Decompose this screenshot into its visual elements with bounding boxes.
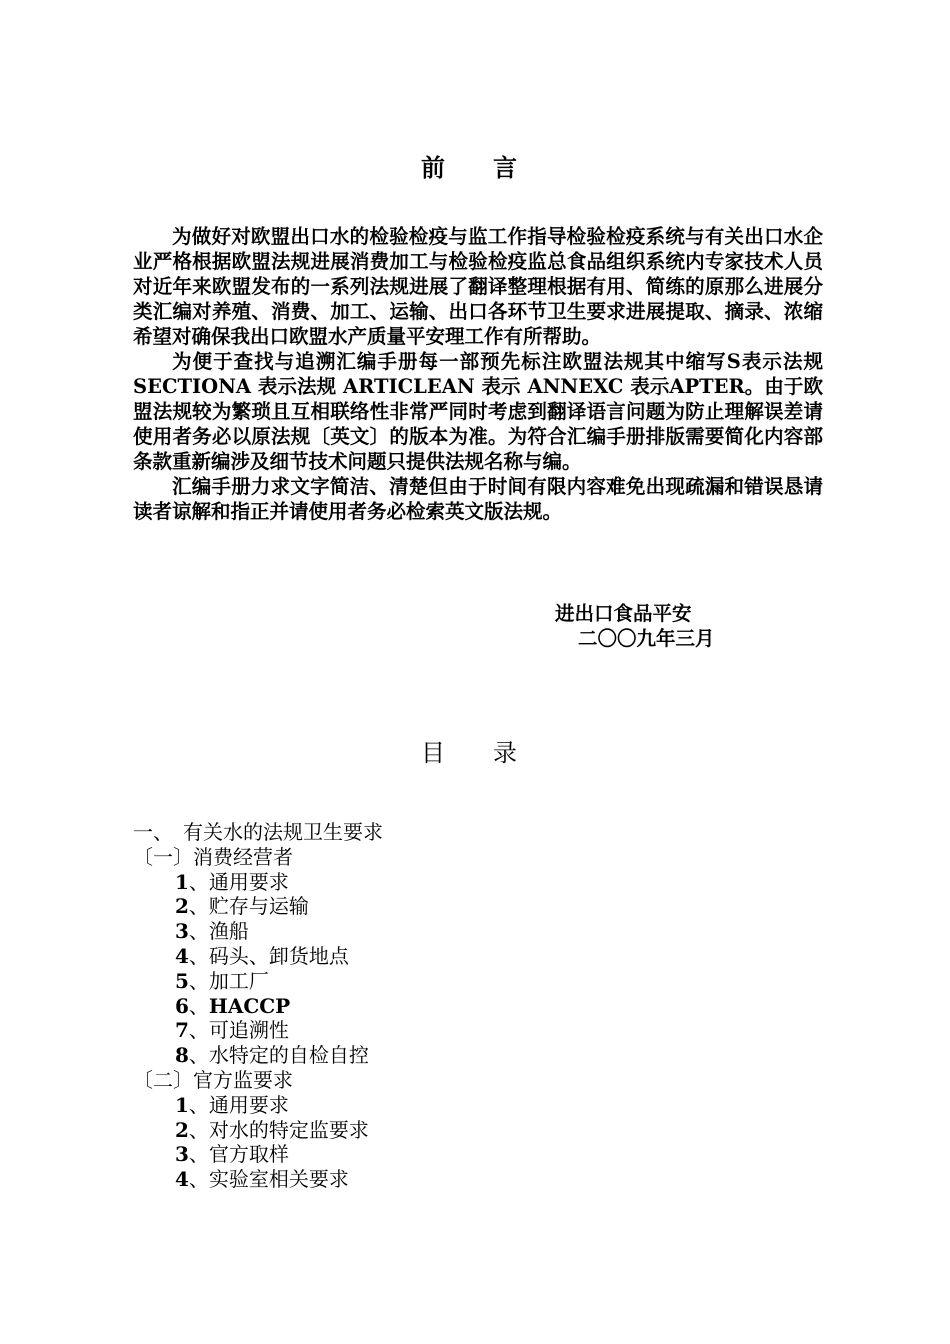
- toc-item[interactable]: [133, 1142, 383, 1167]
- toc-item-separator: 、: [188, 968, 209, 993]
- toc-item-number: 3: [175, 919, 189, 944]
- toc-item-label: 通用要求: [208, 869, 289, 894]
- toc-item[interactable]: [133, 919, 383, 944]
- toc-item-separator: 、: [188, 894, 209, 919]
- toc-item-separator: 、: [188, 1043, 209, 1068]
- preface-title: 前 言: [421, 153, 529, 182]
- toc-item-number: 6: [175, 993, 189, 1018]
- toc-item-number: 1: [175, 869, 189, 894]
- toc-item[interactable]: [133, 1018, 383, 1043]
- toc-item[interactable]: [133, 1043, 383, 1068]
- toc-item-label: 可追溯性: [208, 1018, 289, 1043]
- toc-item[interactable]: [133, 894, 383, 919]
- preface-body: [133, 224, 823, 524]
- signature-organization: 进出口食品平安: [555, 602, 692, 625]
- toc-item-label: 码头、卸货地点: [208, 943, 349, 968]
- toc-item-number: 5: [175, 968, 189, 993]
- toc-item-label: 贮存与运输: [208, 894, 309, 919]
- toc-title: 目 录: [421, 739, 529, 767]
- preface-paragraph-1: 为做好对欧盟出口水的检验检疫与监工作指导检验检疫系统与有关出口水企业严格根据欧盟法规进展消费加工与检验检疫监总食品组织系统内专家技术人员对近年来欧盟发布的一系列法规进展了翻译整理根据有用、简练的原那么进展分类汇编对养殖、消费、加工、运输、出口各环节卫生要求进展提取、摘录、浓缩希望对确保我出口欧盟水产质量平安理工作有所帮助。: [133, 225, 823, 348]
- toc-item-number: 4: [175, 1167, 189, 1192]
- toc-item[interactable]: [133, 1167, 383, 1192]
- toc-item-number: 3: [175, 1142, 189, 1167]
- toc-item-number: 2: [175, 894, 189, 919]
- toc-item-separator: 、: [188, 919, 209, 944]
- toc-item[interactable]: [133, 969, 383, 994]
- toc-item-separator: 、: [188, 1117, 209, 1142]
- toc-item-number: 2: [175, 1117, 189, 1142]
- toc-item-label: 加工厂: [208, 968, 269, 993]
- toc-item-number: 1: [175, 1092, 189, 1117]
- toc-item[interactable]: [133, 944, 383, 969]
- toc-item-separator: 、: [188, 1092, 209, 1117]
- toc-item-label: 官方取样: [208, 1142, 289, 1167]
- toc-item-label: 渔船: [208, 919, 249, 944]
- toc-item[interactable]: [133, 870, 383, 895]
- toc-item-separator: 、: [188, 1142, 209, 1167]
- signature-date: 二〇〇九年三月: [578, 627, 715, 650]
- toc-item[interactable]: [133, 994, 383, 1019]
- toc-item-label: 实验室相关要求: [208, 1167, 349, 1192]
- toc-item-label: HACCP: [208, 993, 291, 1018]
- toc-section-1[interactable]: 一、 有关水的法规卫生要求: [133, 820, 383, 844]
- table-of-contents: [133, 820, 383, 1192]
- toc-item-number: 4: [175, 943, 189, 968]
- toc-item[interactable]: [133, 1093, 383, 1118]
- preface-paragraph-3: 汇编手册力求文字简洁、清楚但由于时间有限内容难免出现疏漏和错误恳请读者谅解和指正并请使用者务必检索英文版法规。: [133, 475, 823, 523]
- toc-item-number: 7: [175, 1018, 189, 1043]
- toc-item-label: 水特定的自检自控: [208, 1043, 369, 1068]
- toc-item-separator: 、: [188, 1018, 209, 1043]
- toc-group-2[interactable]: 〔二〕官方监要求: [133, 1067, 293, 1092]
- toc-item-separator: 、: [188, 869, 209, 894]
- toc-item-separator: 、: [188, 1167, 209, 1192]
- toc-group-1[interactable]: 〔一〕消费经营者: [133, 844, 293, 869]
- toc-item-label: 通用要求: [208, 1092, 289, 1117]
- toc-item-number: 8: [175, 1043, 189, 1068]
- preface-paragraph-2: 为便于查找与追溯汇编手册每一部预先标注欧盟法规其中缩写S表示法规 SECTIONA 表示法规 ARTICLEAN 表示 ANNEXC 表示APTER。由于欧盟法规较为繁琐且互相联络性非常严同时考虑到翻译语言问题为防止理解误差请使用者务必以原法规〔英文〕的版本为准。为符合汇编手册排版需要简化内容部条款重新编涉及细节技术问题只提供法规名称与编。: [133, 350, 823, 473]
- toc-item-separator: 、: [188, 943, 209, 968]
- toc-item-label: 对水的特定监要求: [208, 1117, 369, 1142]
- toc-item-separator: 、: [188, 993, 209, 1018]
- toc-item[interactable]: [133, 1118, 383, 1143]
